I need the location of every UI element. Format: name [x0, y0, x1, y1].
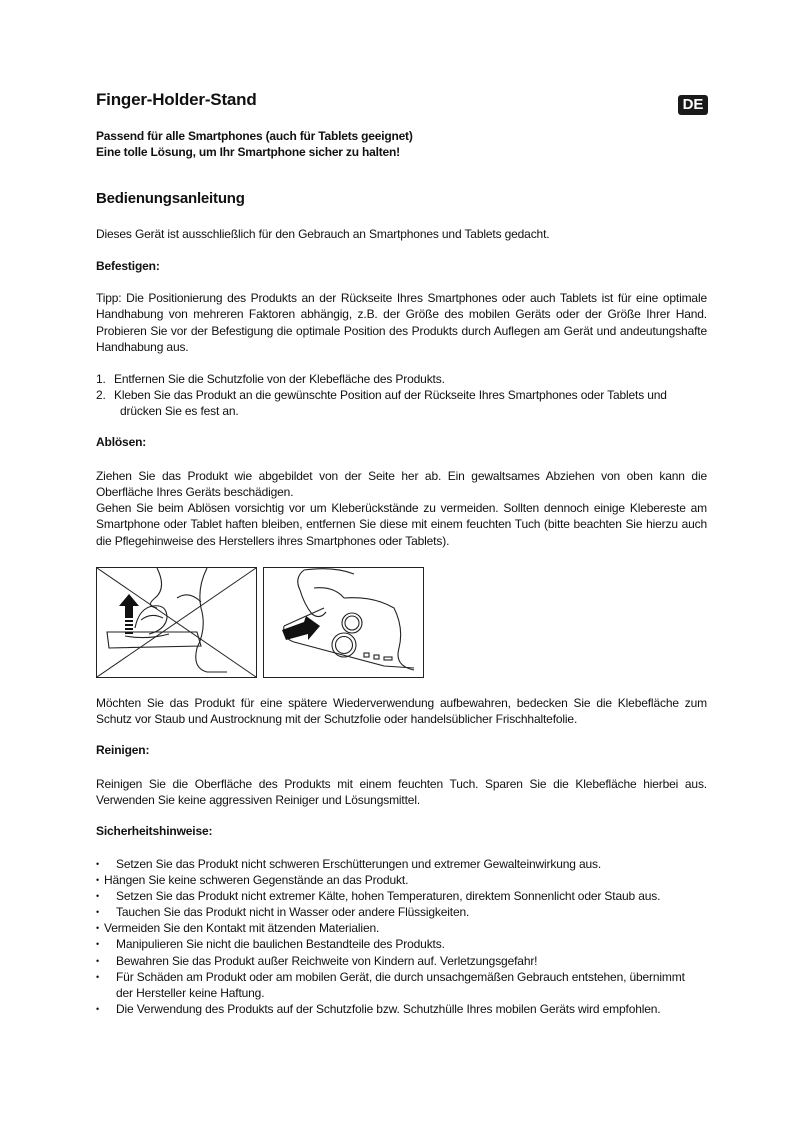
attach-step-2: [96, 387, 707, 420]
safety-item: [96, 1001, 707, 1017]
heading-clean: Reinigen:: [96, 743, 150, 757]
section-heading-manual: Bedienungsanleitung: [96, 190, 245, 207]
safety-item: [96, 856, 707, 872]
figure-correct-removal: [263, 567, 424, 678]
safety-item: [96, 904, 707, 920]
bullet-icon: •: [96, 907, 100, 917]
page-title: Finger-Holder-Stand: [96, 90, 257, 109]
bullet-icon: •: [96, 1004, 100, 1014]
safety-item: [96, 953, 707, 969]
step-text-continued: drücken Sie es fest an.: [120, 404, 239, 419]
bullet-icon: •: [96, 891, 100, 901]
attach-tip-paragraph: Tipp: Die Positionierung des Produkts an der Rückseite Ihres Smartphones oder auch Tablets ist für eine optimale Handhabung von mehreren Faktoren abhängig, z.B. der Größe des mobilen Geräts oder der Größe Ihrer Hand. Probieren Sie vor der Befestigung die optimale Position des Produkts durch Auflegen am Gerät und andeutungshafte Handhabung aus.: [96, 291, 707, 354]
safety-item: [96, 920, 707, 936]
illustration-wrong-removal: [97, 568, 256, 677]
subtitle-line-1: Passend für alle Smartphones (auch für Tablets geeignet): [96, 129, 413, 143]
safety-item: [96, 872, 707, 888]
safety-item-text: Setzen Sie das Produkt nicht extremer Kälte, hohen Temperaturen, direktem Sonnenlicht oder Staub aus.: [116, 889, 661, 903]
safety-item-text: Vermeiden Sie den Kontakt mit ätzenden Materialien.: [104, 921, 380, 935]
bullet-icon: •: [96, 923, 100, 933]
detach-paragraph-2: Gehen Sie beim Ablösen vorsichtig vor um Kleberückstände zu vermeiden. Sollten dennoch einige Klebereste am Smartphone oder Tablet haften bleiben, entfernen Sie diese mit einem feuchten Tuch (bitte beachten Sie hierzu auch die Pflegehinweise des Herstellers ihres Smartphones oder Tablets).: [96, 501, 707, 548]
safety-item-text: Manipulieren Sie nicht die baulichen Bestandteile des Produkts.: [116, 937, 445, 951]
step-text: Kleben Sie das Produkt an die gewünschte Position auf der Rückseite Ihres Smartphones oder Tablets und: [114, 388, 667, 402]
step-number: 2.: [96, 388, 106, 402]
step-number: 1.: [96, 372, 106, 386]
clean-paragraph: Reinigen Sie die Oberfläche des Produkts mit einem feuchten Tuch. Sparen Sie die Klebefläche hierbei aus. Verwenden Sie keine aggressiven Reiniger und Lösungsmittel.: [96, 777, 707, 808]
storage-paragraph: Möchten Sie das Produkt für eine spätere Wiederverwendung aufbewahren, bedecken Sie die Klebefläche zum Schutz vor Staub und Austrocknung mit der Schutzfolie oder handelsüblicher Frischhaltefolie.: [96, 696, 707, 727]
step-text: Entfernen Sie die Schutzfolie von der Klebefläche des Produkts.: [114, 372, 445, 386]
attach-step-1: [96, 371, 707, 387]
safety-item-text: Bewahren Sie das Produkt außer Reichweite von Kindern auf. Verletzungsgefahr!: [116, 954, 538, 968]
safety-item: [96, 888, 707, 904]
bullet-icon: •: [96, 859, 100, 869]
heading-attach: Befestigen:: [96, 259, 160, 273]
safety-item-text: Setzen Sie das Produkt nicht schweren Erschütterungen und extremer Gewalteinwirkung aus.: [116, 857, 602, 871]
subtitle-line-2: Eine tolle Lösung, um Ihr Smartphone sicher zu halten!: [96, 145, 400, 159]
heading-safety: Sicherheitshinweise:: [96, 824, 213, 838]
safety-item-text: Die Verwendung des Produkts auf der Schutzfolie bzw. Schutzhülle Ihres mobilen Geräts wird empfohlen.: [116, 1002, 661, 1016]
bullet-icon: •: [96, 972, 100, 982]
safety-item-text: Hängen Sie keine schweren Gegenstände an das Produkt.: [104, 873, 409, 887]
safety-item-text-continued: der Hersteller keine Haftung.: [116, 986, 265, 1001]
bullet-icon: •: [96, 956, 100, 966]
bullet-icon: •: [96, 875, 100, 885]
safety-item: [96, 969, 707, 1002]
safety-item-text: Für Schäden am Produkt oder am mobilen Gerät, die durch unsachgemäßen Gebrauch entstehen, übernimmt: [116, 970, 685, 984]
language-badge: DE: [678, 95, 708, 115]
detach-paragraph-1: Ziehen Sie das Produkt wie abgebildet von der Seite her ab. Ein gewaltsames Abziehen von oben kann die Oberfläche Ihres Geräts beschädigen.: [96, 469, 707, 500]
safety-item: [96, 936, 707, 952]
heading-detach: Ablösen:: [96, 435, 147, 449]
intro-paragraph: Dieses Gerät ist ausschließlich für den Gebrauch an Smartphones und Tablets gedacht.: [96, 227, 550, 241]
illustration-correct-removal: [264, 568, 423, 677]
bullet-icon: •: [96, 939, 100, 949]
safety-item-text: Tauchen Sie das Produkt nicht in Wasser oder andere Flüssigkeiten.: [116, 905, 470, 919]
figure-wrong-removal: [96, 567, 257, 678]
